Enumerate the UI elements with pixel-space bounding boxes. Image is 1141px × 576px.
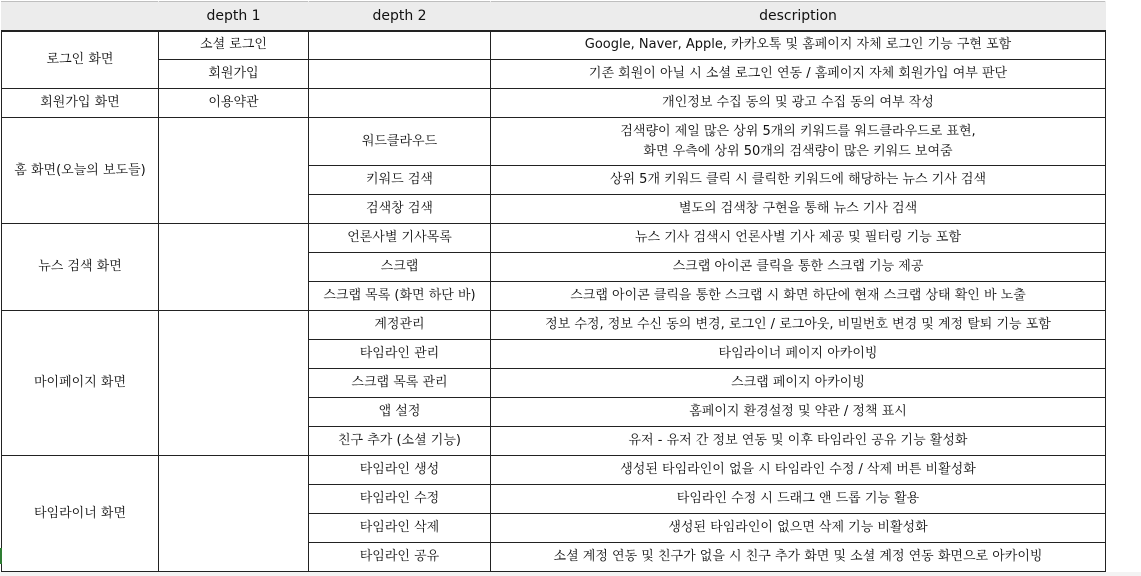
description-line: 타임라이너 페이지 아카이빙	[718, 346, 878, 361]
description-cell	[491, 253, 1106, 282]
table-row	[2, 89, 1106, 118]
description-cell	[491, 60, 1106, 89]
feature-spec-table	[1, 1, 1106, 572]
description-line: 소셜 계정 연동 및 친구가 없을 시 친구 추가 화면 및 소셜 계정 연동 화면으로 아카이빙	[553, 549, 1043, 564]
sheet-bottom-edge	[0, 572, 1141, 576]
depth2-cell: 타임라인 관리	[309, 340, 491, 369]
depth1-cell	[159, 224, 309, 311]
description-line: 타임라인 수정 시 드래그 앤 드롭 기능 활용	[676, 491, 920, 506]
depth2-cell: 언론사별 기사목록	[309, 224, 491, 253]
description-cell	[491, 456, 1106, 485]
depth2-cell	[309, 89, 491, 118]
screen-cell-login: 로그인 화면	[2, 31, 159, 89]
depth2-cell: 앱 설정	[309, 398, 491, 427]
screen-cell-news-search: 뉴스 검색 화면	[2, 224, 159, 311]
description-line: 상위 5개 키워드 클릭 시 클릭한 키워드에 해당하는 뉴스 기사 검색	[609, 172, 987, 187]
depth2-cell: 타임라인 삭제	[309, 514, 491, 543]
depth2-cell: 타임라인 공유	[309, 543, 491, 572]
header-depth1: depth 1	[159, 2, 309, 31]
depth2-cell: 계정관리	[309, 311, 491, 340]
description-line: 스크랩 아이콘 클릭을 통한 스크랩 시 화면 하단에 현재 스크랩 상태 확인 바 노출	[570, 288, 1026, 303]
depth2-cell: 검색창 검색	[309, 195, 491, 224]
depth2-cell: 친구 추가 (소셜 기능)	[309, 427, 491, 456]
depth2-cell: 스크랩 목록 (화면 하단 바)	[309, 282, 491, 311]
description-cell	[491, 311, 1106, 340]
depth1-cell	[159, 456, 309, 572]
screen-cell-mypage: 마이페이지 화면	[2, 311, 159, 456]
description-line: 생성된 타임라인이 없을 시 타임라인 수정 / 삭제 버튼 비활성화	[620, 462, 976, 477]
description-cell	[491, 166, 1106, 195]
table-row	[2, 311, 1106, 340]
screen-cell-timeliner: 타임라이너 화면	[2, 456, 159, 572]
description-line: 홈페이지 환경설정 및 약관 / 정책 표시	[689, 404, 907, 419]
table-row	[2, 60, 1106, 89]
description-line: 유저 - 유저 간 정보 연동 및 이후 타임라인 공유 기능 활성화	[628, 433, 968, 448]
depth1-cell: 소셜 로그인	[159, 31, 309, 60]
table-row	[2, 456, 1106, 485]
description-line: 스크랩 페이지 아카이빙	[731, 375, 865, 390]
description-line: Google, Naver, Apple, 카카오톡 및 홈페이지 자체 로그인 기능 구현 포함	[584, 37, 1012, 53]
depth2-cell: 키워드 검색	[309, 166, 491, 195]
header-screen	[2, 2, 159, 31]
description-cell	[491, 427, 1106, 456]
description-line: 정보 수정, 정보 수신 동의 변경, 로그인 / 로그아웃, 비밀번호 변경 및 계정 탈퇴 기능 포함	[545, 317, 1051, 332]
description-cell	[491, 89, 1106, 118]
depth1-cell: 이용약관	[159, 89, 309, 118]
description-line: 개인정보 수집 동의 및 광고 수집 동의 여부 작성	[662, 95, 934, 110]
description-line: 별도의 검색창 구현을 통해 뉴스 기사 검색	[678, 201, 918, 216]
sheet-cursor-marker	[0, 548, 2, 564]
depth1-cell	[159, 118, 309, 224]
description-cell	[491, 195, 1106, 224]
description-line: 생성된 타임라인이 없으면 삭제 기능 비활성화	[668, 520, 928, 535]
description-cell	[491, 31, 1106, 60]
description-cell	[491, 543, 1106, 572]
description-cell	[491, 398, 1106, 427]
description-line: 뉴스 기사 검색시 언론사별 기사 제공 및 필터링 기능 포함	[634, 230, 962, 245]
description-cell	[491, 224, 1106, 253]
table-row	[2, 118, 1106, 166]
depth2-cell: 워드클라우드	[309, 118, 491, 166]
table-row	[2, 224, 1106, 253]
description-cell	[491, 485, 1106, 514]
description-line: 화면 우측에 상위 50개의 검색량이 많은 키워드 보여줌	[643, 143, 953, 159]
description-line: 기존 회원이 아닐 시 소셜 로그인 연동 / 홈페이지 자체 회원가입 여부 판단	[588, 66, 1008, 81]
depth2-cell: 타임라인 생성	[309, 456, 491, 485]
header-description: description	[491, 2, 1106, 31]
description-cell	[491, 514, 1106, 543]
screen-cell-home: 홈 화면(오늘의 보도들)	[2, 118, 159, 224]
screen-cell-signup: 회원가입 화면	[2, 89, 159, 118]
depth2-cell	[309, 60, 491, 89]
description-cell	[491, 282, 1106, 311]
description-cell	[491, 340, 1106, 369]
depth2-cell	[309, 31, 491, 60]
header-row	[2, 2, 1106, 31]
depth2-cell: 스크랩 목록 관리	[309, 369, 491, 398]
depth1-cell: 회원가입	[159, 60, 309, 89]
depth1-cell	[159, 311, 309, 456]
description-cell	[491, 118, 1106, 166]
header-depth2: depth 2	[309, 2, 491, 31]
table-row	[2, 31, 1106, 60]
depth2-cell: 스크랩	[309, 253, 491, 282]
description-line: 스크랩 아이콘 클릭을 통한 스크랩 기능 제공	[672, 259, 924, 274]
depth2-cell: 타임라인 수정	[309, 485, 491, 514]
description-cell	[491, 369, 1106, 398]
description-line: 검색량이 제일 많은 상위 5개의 키워드를 워드클라우드로 표현,	[620, 123, 976, 139]
